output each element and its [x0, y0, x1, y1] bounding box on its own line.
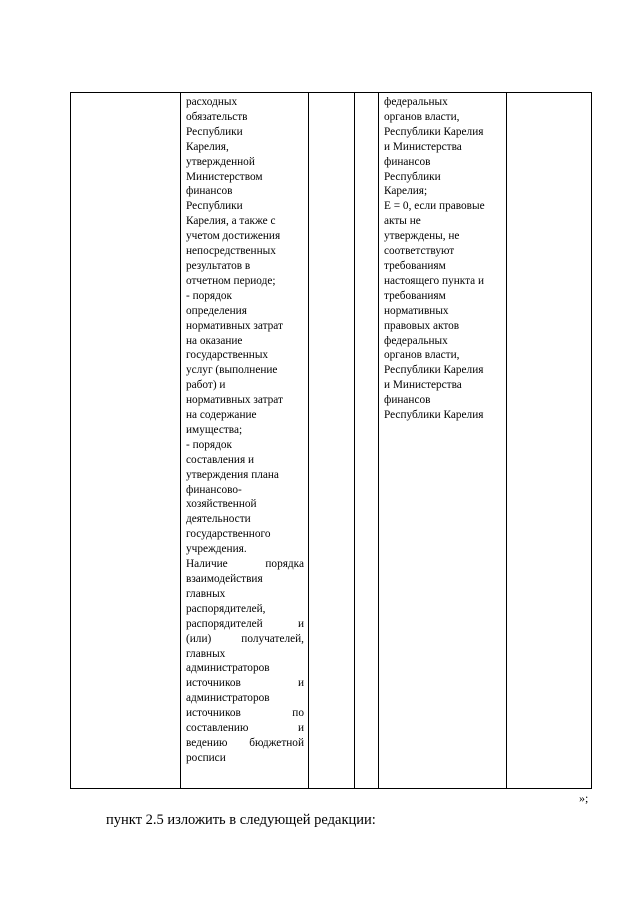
text-line: непосредственных [186, 245, 276, 258]
text-line: Республики [186, 125, 243, 138]
text-line: распорядителей, [186, 602, 266, 615]
criteria-text [379, 93, 506, 423]
text-line: администраторов [186, 692, 270, 705]
text-line: Республики [384, 170, 441, 183]
text-line: - порядок [186, 438, 233, 451]
text-line: акты не [384, 215, 421, 228]
text-line: Карелия; [384, 185, 428, 198]
text-line: соответствуют [384, 245, 455, 258]
text-line: нормативных затрат [186, 394, 283, 407]
text-line: нормативных затрат [186, 319, 283, 332]
text-line: федеральных [384, 96, 448, 108]
text-line: органов власти, [384, 110, 460, 123]
text-line: на оказание [186, 334, 243, 347]
text-line: настоящего пункта и [384, 274, 485, 287]
table-cell-description [181, 93, 309, 789]
text-line: администраторов [186, 662, 270, 675]
text-line: услуг (выполнение [186, 364, 278, 377]
text-line: взаимодействия [186, 573, 263, 585]
text-line: финансов [384, 155, 431, 168]
text-line: Наличие порядка [186, 558, 304, 571]
table-cell-criteria [379, 93, 507, 789]
text-line: финансово- [186, 483, 242, 496]
text-line: Карелия, [186, 140, 229, 153]
closing-quote-mark: »; [579, 791, 589, 805]
text-line: Республики Карелия [384, 364, 484, 377]
text-line: источников по [186, 707, 304, 720]
text-line: расходных [186, 96, 238, 108]
table-row [71, 93, 592, 789]
text-line: работ) и [186, 379, 226, 392]
text-line: учетом достижения [186, 230, 281, 243]
table-cell-empty-4 [507, 93, 592, 789]
text-line: (или) получателей, [186, 632, 304, 645]
text-line: главных [186, 587, 226, 600]
text-line: главных [186, 647, 226, 660]
text-line: федеральных [384, 334, 448, 347]
text-line: имущества; [186, 423, 243, 436]
text-line: финансов [384, 394, 431, 407]
text-line: требованиям [384, 289, 446, 302]
description-text [181, 93, 308, 766]
text-line: составлению и [186, 722, 304, 735]
text-line: составления и [186, 453, 255, 466]
text-line: росписи [186, 751, 226, 764]
table-cell-empty-1 [71, 93, 181, 789]
text-line: хозяйственной [186, 498, 257, 511]
text-line: обязательств [186, 110, 248, 123]
table-cell-empty-2 [309, 93, 355, 789]
text-line: результатов в [186, 259, 251, 272]
text-line: распорядителей и [186, 617, 304, 630]
text-line: Карелия, а также с [186, 215, 276, 228]
text-line: отчетном периоде; [186, 274, 276, 287]
body-paragraph: пункт 2.5 изложить в следующей редакции: [106, 812, 376, 828]
text-line: и Министерства [384, 379, 462, 392]
text-line: Республики [186, 200, 243, 213]
text-line: - порядок [186, 289, 233, 302]
text-line: правовых актов [384, 319, 460, 332]
text-line: ведению бюджетной [186, 736, 304, 749]
text-line: утвержденной [186, 155, 255, 168]
text-line: государственного [186, 528, 271, 541]
table-cell-empty-3 [355, 93, 379, 789]
text-line: E = 0, если правовые [384, 200, 485, 213]
text-line: определения [186, 304, 247, 317]
text-line: источников и [186, 677, 304, 690]
text-line: учреждения. [186, 543, 247, 556]
text-line: утверждены, не [384, 230, 460, 243]
text-line: на содержание [186, 409, 257, 422]
text-line: утверждения плана [186, 468, 279, 481]
text-line: государственных [186, 349, 269, 362]
text-line: финансов [186, 185, 233, 198]
text-line: Министерством [186, 170, 263, 183]
text-line: нормативных [384, 304, 449, 317]
text-line: Республики Карелия [384, 125, 484, 138]
text-line: и Министерства [384, 140, 462, 153]
regulation-table [70, 92, 592, 789]
text-line: органов власти, [384, 349, 460, 362]
text-line: требованиям [384, 259, 446, 272]
text-line: Республики Карелия [384, 409, 484, 422]
text-line: деятельности [186, 513, 251, 526]
